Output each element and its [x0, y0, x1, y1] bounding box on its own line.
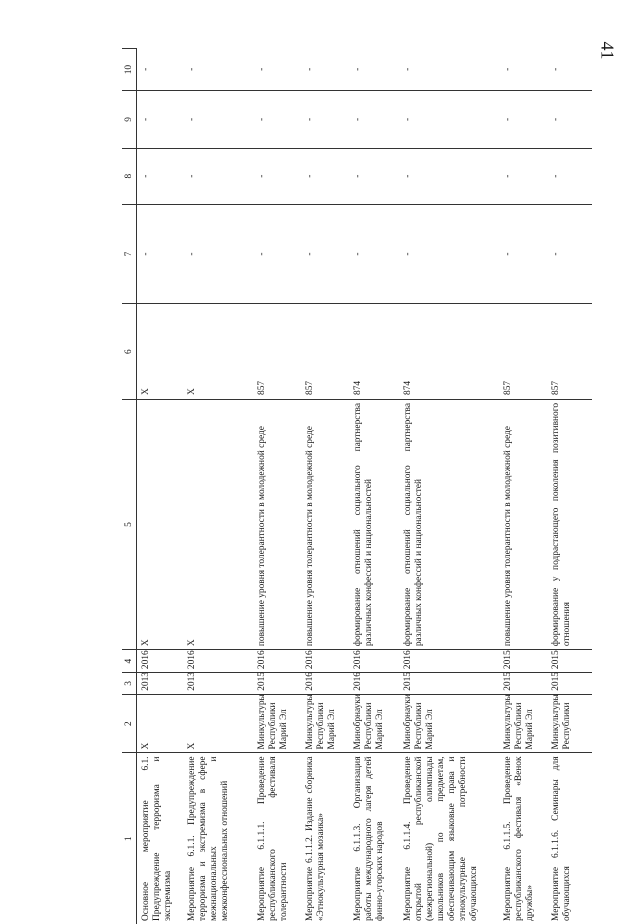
value-cell: -	[499, 204, 547, 304]
value-cell: -	[349, 49, 399, 91]
start-year-cell: 2013	[137, 673, 183, 695]
header-row	[122, 49, 137, 924]
end-year-cell: 2015	[547, 650, 592, 673]
column-header: 8	[122, 148, 137, 204]
program-activities-table	[122, 48, 592, 924]
value-cell: -	[499, 148, 547, 204]
end-year-cell: 2015	[499, 650, 547, 673]
value-cell: -	[399, 49, 499, 91]
code-cell: X	[183, 304, 253, 400]
value-cell: -	[137, 204, 183, 304]
value-cell: -	[301, 49, 349, 91]
value-cell: -	[253, 49, 301, 91]
executor-cell: Минкультуры Республики Марий Эл	[301, 694, 349, 753]
table-row	[137, 49, 183, 924]
table-row	[253, 49, 301, 924]
executor-cell: X	[137, 694, 183, 753]
value-cell: -	[137, 91, 183, 148]
start-year-cell: 2015	[547, 673, 592, 695]
column-header: 10	[122, 49, 137, 91]
value-cell: -	[253, 91, 301, 148]
value-cell: -	[301, 91, 349, 148]
expected-result-cell: формирование отношений социального партнерства различных конфессий и национальностей	[349, 399, 399, 649]
table-row	[301, 49, 349, 924]
executor-cell: Минкультуры Республики Марий Эл	[253, 694, 301, 753]
activity-name-cell: Мероприятие 6.1.1.4. Проведение открытой республиканской (межрегиональной) олимпиады школьников по предметам, обеспечивающим языковые права и этнокультурные потребности обучающихся	[399, 753, 499, 924]
value-cell: -	[547, 204, 592, 304]
table-row	[183, 49, 253, 924]
start-year-cell: 2013	[183, 673, 253, 695]
value-cell: -	[183, 91, 253, 148]
table-row	[399, 49, 499, 924]
value-cell: -	[253, 204, 301, 304]
code-cell: X	[137, 304, 183, 400]
activity-name-cell: Мероприятие 6.1.1.2. Издание сборника «Этнокультурная мозаика»	[301, 753, 349, 924]
value-cell: -	[183, 49, 253, 91]
start-year-cell: 2016	[349, 673, 399, 695]
value-cell: -	[399, 148, 499, 204]
activity-name-cell: Мероприятие 6.1.1.5. Проведение республиканского фестиваля «Венок дружбы»	[499, 753, 547, 924]
executor-cell: Минобрнауки Республики Марий Эл	[399, 694, 499, 753]
value-cell: -	[547, 148, 592, 204]
expected-result-cell: формирование у подрастающего поколения позитивного отношения	[547, 399, 592, 649]
column-header: 2	[122, 694, 137, 753]
column-header: 3	[122, 673, 137, 695]
code-cell: 857	[499, 304, 547, 400]
table-row	[349, 49, 399, 924]
code-cell: 857	[547, 304, 592, 400]
expected-result-cell: повышение уровня толерантности в молодежной среде	[301, 399, 349, 649]
value-cell: -	[183, 204, 253, 304]
column-header: 7	[122, 204, 137, 304]
value-cell: -	[349, 148, 399, 204]
expected-result-cell: X	[183, 399, 253, 649]
page-number: 41	[597, 42, 618, 60]
value-cell: -	[137, 49, 183, 91]
code-cell: 874	[349, 304, 399, 400]
end-year-cell: 2016	[183, 650, 253, 673]
value-cell: -	[301, 204, 349, 304]
activity-name-cell: Мероприятие 6.1.1.1. Проведение республиканского фестиваля толерантности	[253, 753, 301, 924]
rotated-table-container	[122, 48, 627, 924]
value-cell: -	[183, 148, 253, 204]
value-cell: -	[253, 148, 301, 204]
end-year-cell: 2016	[349, 650, 399, 673]
activity-name-cell: Мероприятие 6.1.1.6. Семинары для обучающихся	[547, 753, 592, 924]
column-header: 6	[122, 304, 137, 400]
expected-result-cell: повышение уровня толерантности в молодежной среде	[253, 399, 301, 649]
executor-cell: Минобрнауки Республики Марий Эл	[349, 694, 399, 753]
executor-cell: X	[183, 694, 253, 753]
expected-result-cell: повышение уровня толерантности в молодежной среде	[499, 399, 547, 649]
value-cell: -	[399, 91, 499, 148]
value-cell: -	[349, 204, 399, 304]
start-year-cell: 2015	[499, 673, 547, 695]
end-year-cell: 2016	[253, 650, 301, 673]
end-year-cell: 2016	[137, 650, 183, 673]
value-cell: -	[349, 91, 399, 148]
value-cell: -	[301, 148, 349, 204]
activity-name-cell: Мероприятие 6.1.1.3. Организация работы международного лагеря детей финно-угорских народов	[349, 753, 399, 924]
column-header: 1	[122, 753, 137, 924]
expected-result-cell: формирование отношений социального партнерства различных конфессий и национальностей	[399, 399, 499, 649]
code-cell: 857	[253, 304, 301, 400]
value-cell: -	[499, 49, 547, 91]
executor-cell: Минкультуры Республики	[547, 694, 592, 753]
end-year-cell: 2016	[399, 650, 499, 673]
start-year-cell: 2016	[301, 673, 349, 695]
activity-name-cell: Мероприятие 6.1.1. Предупреждение терроризма и экстремизма в сфере межнациональных и межконфессиональных отношений	[183, 753, 253, 924]
value-cell: -	[547, 49, 592, 91]
executor-cell: Минкультуры Республики Марий Эл	[499, 694, 547, 753]
start-year-cell: 2015	[253, 673, 301, 695]
column-header: 5	[122, 399, 137, 649]
expected-result-cell: X	[137, 399, 183, 649]
start-year-cell: 2015	[399, 673, 499, 695]
code-cell: 874	[399, 304, 499, 400]
table-row	[547, 49, 592, 924]
table-row	[499, 49, 547, 924]
end-year-cell: 2016	[301, 650, 349, 673]
activity-name-cell: Основное мероприятие 6.1. Предупреждение терроризма и экстремизма	[137, 753, 183, 924]
column-header: 4	[122, 650, 137, 673]
code-cell: 857	[301, 304, 349, 400]
value-cell: -	[137, 148, 183, 204]
column-header: 9	[122, 91, 137, 148]
value-cell: -	[399, 204, 499, 304]
value-cell: -	[499, 91, 547, 148]
value-cell: -	[547, 91, 592, 148]
